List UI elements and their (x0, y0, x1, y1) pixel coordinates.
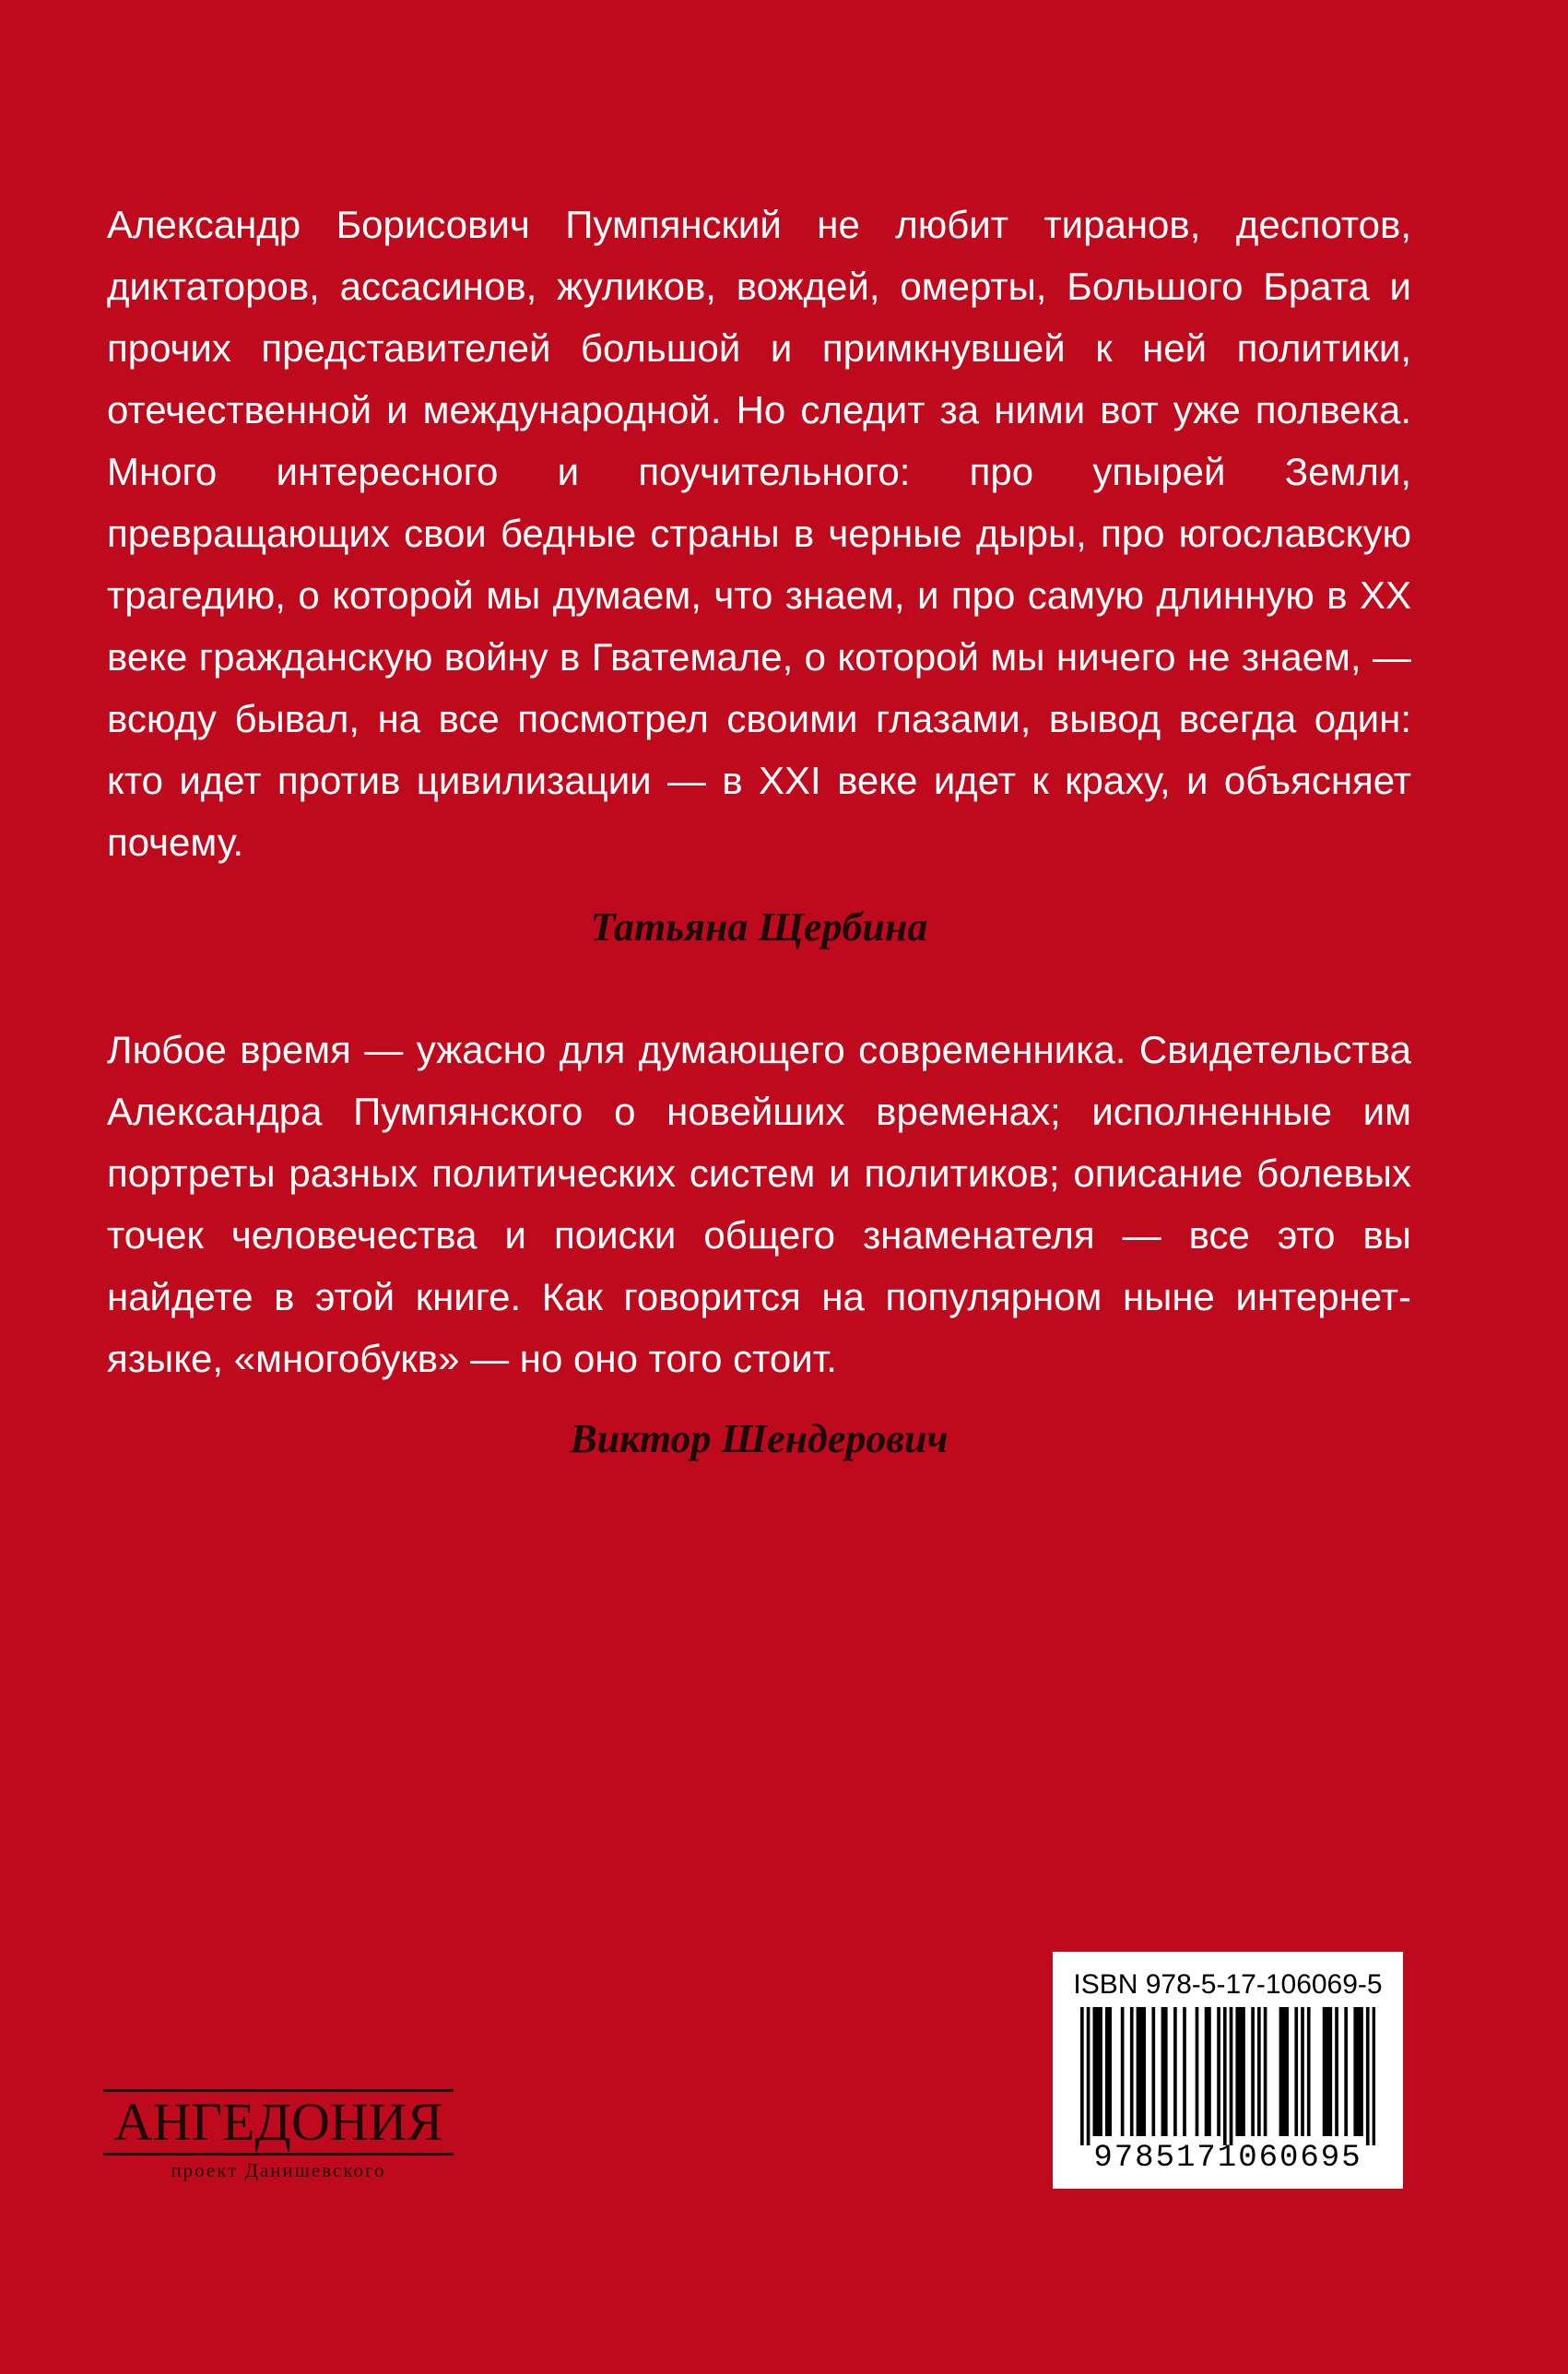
publisher-logo (103, 2089, 454, 2182)
barcode-bar (1335, 2007, 1338, 2136)
barcode-bar (1183, 2007, 1186, 2136)
isbn-label: ISBN 978-5-17-106069-5 (1073, 1969, 1383, 2000)
barcode-bar (1257, 2007, 1261, 2136)
review-2-author-block (107, 1415, 1411, 1462)
barcode-bar (1357, 2007, 1361, 2136)
barcode-bar (1366, 2007, 1370, 2145)
barcode-bar (1323, 2007, 1326, 2136)
barcode-bar (1208, 2007, 1211, 2136)
barcode-bar (1105, 2007, 1109, 2136)
barcode-bar (1173, 2007, 1177, 2136)
barcode-bar (1164, 2007, 1168, 2136)
barcode-bar (1282, 2007, 1286, 2136)
barcode-bar (1235, 2007, 1239, 2136)
barcode-bar (1264, 2007, 1267, 2136)
barcode-bar (1279, 2007, 1283, 2136)
barcode-bar (1301, 2007, 1304, 2136)
barcode-bar (1353, 2007, 1357, 2136)
barcode-bar (1096, 2007, 1100, 2136)
barcode-bar (1285, 2007, 1289, 2136)
publisher-subtitle: проект Данишевского (171, 2159, 386, 2181)
barcode-bar (1239, 2007, 1243, 2136)
barcode-bar (1344, 2007, 1348, 2136)
barcode-bar (1360, 2007, 1363, 2136)
review-2 (107, 1019, 1411, 1389)
review-2-text: Любое время — ужасно для думающего современника. Свидетельства Александра Пумпянского о новейших временах; исполненные им портреты разных политических систем и политиков; описание болевых точек человечества и поиски общего знаменателя — все это вы найдете в этой книге. Как говорится на популярном ныне интернет-языке, «многобукв» — но оно того стоит. (107, 1028, 1411, 1380)
barcode-bar (1080, 2007, 1084, 2145)
barcode-bar (1223, 2007, 1227, 2145)
barcode-bar (1230, 2007, 1233, 2145)
barcode-bar (1137, 2007, 1140, 2136)
barcode-bar (1087, 2007, 1091, 2145)
barcode-bar (1217, 2007, 1220, 2136)
barcode-bar (1139, 2007, 1143, 2136)
barcode-bar (1242, 2007, 1245, 2136)
review-1-author-block (107, 904, 1411, 951)
barcode-bar (1161, 2007, 1165, 2136)
isbn-barcode (1053, 1952, 1403, 2189)
barcode-bar (1092, 2007, 1096, 2136)
barcode-bar (1251, 2007, 1255, 2136)
barcode-bar (1307, 2007, 1311, 2136)
barcode-bars-icon (1080, 2007, 1375, 2145)
barcode-bar (1130, 2007, 1134, 2136)
barcode-bar (1099, 2007, 1102, 2136)
barcode-bar (1326, 2007, 1329, 2136)
review-1 (107, 194, 1411, 873)
review-2-author: Виктор Шендерович (570, 1416, 949, 1461)
barcode-bar (1294, 2007, 1298, 2136)
barcode-bar (1108, 2007, 1112, 2136)
barcode-bar (1205, 2007, 1208, 2136)
barcode-bar (1142, 2007, 1146, 2136)
barcode-bar (1121, 2007, 1125, 2136)
barcode-digits: 9785171060695 (1093, 2141, 1362, 2176)
barcode-bar (1196, 2007, 1199, 2136)
publisher-name: АНГЕДОНИЯ (113, 2092, 443, 2152)
barcode-bar (1151, 2007, 1155, 2136)
logo-bottom-rule (103, 2153, 454, 2155)
barcode-bar (1373, 2007, 1375, 2145)
barcode-bar (1328, 2007, 1332, 2136)
review-1-text: Александр Борисович Пумпянский не любит тиранов, деспотов, диктаторов, ассасинов, жуликов, вождей, омерты, Большого Брата и прочих представителей большой и примкнувшей к ней политики, отечественной и международной. Но следит за ними вот уже полвека. Много интересного и поучительного: про упырей Земли, превращающих свои бедные страны в черные дыры, про югославскую трагедию, о которой мы думаем, что знаем, и про самую длинную в XX веке гражданскую войну в Гватемале, о которой мы ничего не знаем, — всюду бывал, на все посмотрел своими глазами, вывод всегда один: кто идет против цивилизации — в XXI веке идет к краху, и объясняет почему. (107, 203, 1411, 864)
review-1-author: Татьяна Щербина (590, 904, 928, 950)
